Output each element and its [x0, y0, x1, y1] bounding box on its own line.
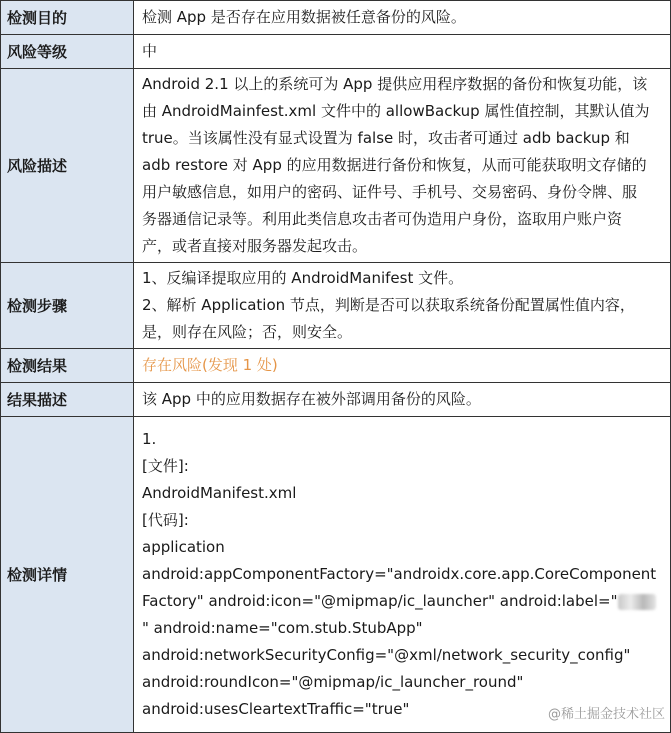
- detail-line: [代码]:: [142, 511, 189, 529]
- row-label: 结果描述: [1, 383, 134, 417]
- row-detection-steps: [1, 263, 671, 349]
- detail-line: AndroidManifest.xml: [142, 484, 297, 502]
- row-value: [134, 35, 671, 69]
- detail-line: application: [142, 538, 225, 556]
- row-detection-details: [1, 417, 671, 733]
- row-value: [134, 383, 671, 417]
- detail-line: android:networkSecurityConfig="@xml/network_security_config": [142, 646, 631, 664]
- row-risk-level: [1, 35, 671, 69]
- detail-line: android:appComponentFactory="androidx.core.app.CoreComponent: [142, 565, 657, 583]
- result-description-text: 该 App 中的应用数据存在被外部调用备份的风险。: [142, 390, 481, 408]
- description-line: Android 2.1 以上的系统可为 App 提供应用程序数据的备份和恢复功能，该: [142, 75, 648, 93]
- row-risk-description: [1, 69, 671, 263]
- description-line: 由 AndroidMainfest.xml 文件中的 allowBackup 属性值控制，其默认值为: [142, 102, 650, 120]
- detail-line: android:usesCleartextTraffic="true": [142, 700, 410, 718]
- risk-level-text: 中: [142, 42, 158, 60]
- description-line: 产，或者直接对服务器发起攻击。: [142, 237, 368, 255]
- row-value: [134, 417, 671, 733]
- row-value: [134, 349, 671, 383]
- detail-line: [文件]:: [142, 457, 189, 475]
- redacted-label-blur: [618, 594, 656, 610]
- row-value: [134, 69, 671, 263]
- row-label: 风险描述: [1, 69, 134, 263]
- detail-line-text: Factory" android:icon="@mipmap/ic_launcher" android:label=": [142, 592, 618, 610]
- detail-line: " android:name="com.stub.StubApp": [142, 619, 423, 637]
- step-line: 是，则存在风险；否，则安全。: [142, 323, 353, 341]
- description-line: 用户敏感信息，如用户的密码、证件号、手机号、交易密码、身份令牌、服: [142, 183, 638, 201]
- row-label: 检测目的: [1, 1, 134, 35]
- row-label: 风险等级: [1, 35, 134, 69]
- step-line: 2、解析 Application 节点，判断是否可以获取系统备份配置属性值内容，: [142, 296, 635, 314]
- watermark: @稀土掘金技术社区: [547, 707, 665, 722]
- step-line: 1、反编译提取应用的 AndroidManifest 文件。: [142, 269, 464, 287]
- row-label: 检测详情: [1, 417, 134, 733]
- risk-result-text: 存在风险(发现 1 处): [142, 356, 278, 374]
- row-result-description: [1, 383, 671, 417]
- row-value: [134, 1, 671, 35]
- detail-line-with-redaction: [142, 588, 664, 615]
- row-label: 检测结果: [1, 349, 134, 383]
- row-label: 检测步骤: [1, 263, 134, 349]
- row-detection-result: [1, 349, 671, 383]
- row-value: [134, 263, 671, 349]
- description-line: 务器通信记录等。利用此类信息攻击者可伪造用户身份，盗取用户账户资: [142, 210, 623, 228]
- description-line: true。当该属性没有显式设置为 false 时，攻击者可通过 adb backup 和: [142, 129, 630, 147]
- row-purpose: [1, 1, 671, 35]
- detail-line: 1.: [142, 430, 157, 448]
- purpose-text: 检测 App 是否存在应用数据被任意备份的风险。: [142, 8, 466, 26]
- description-line: adb restore 对 App 的应用数据进行备份和恢复，从而可能获取明文存储的: [142, 156, 647, 174]
- detail-line: android:roundIcon="@mipmap/ic_launcher_round": [142, 673, 524, 691]
